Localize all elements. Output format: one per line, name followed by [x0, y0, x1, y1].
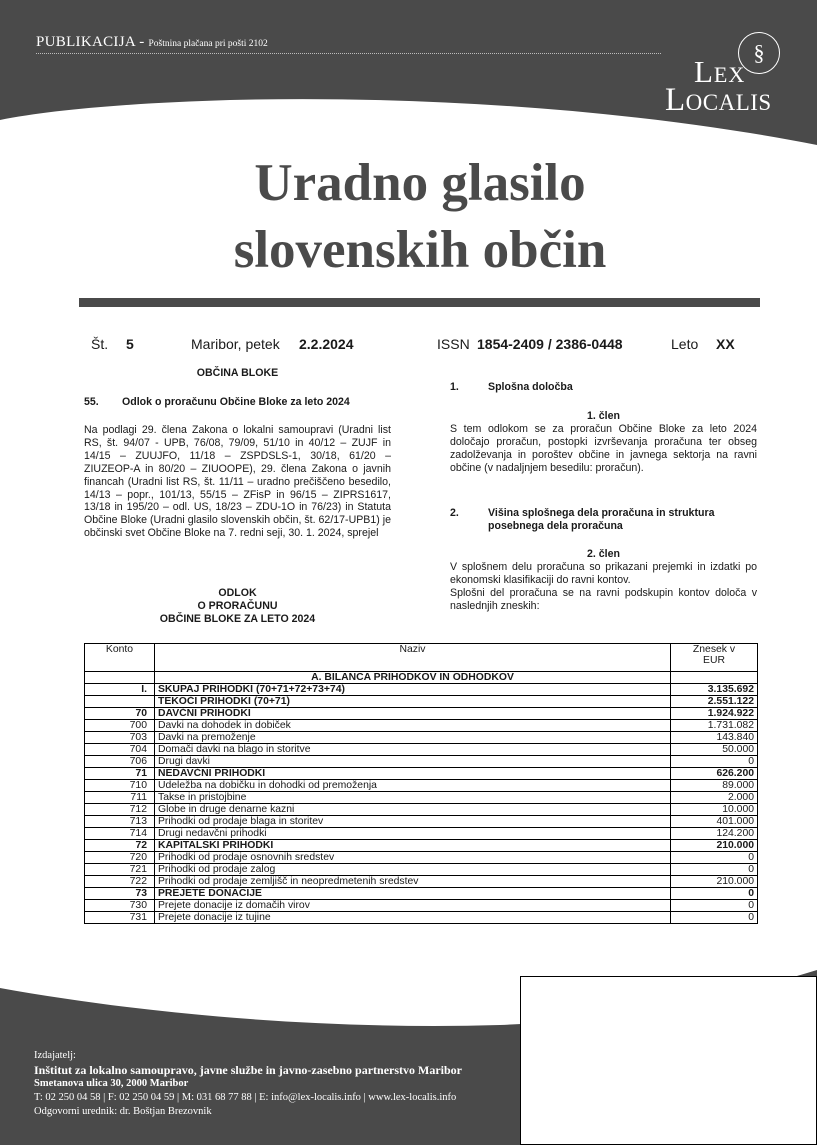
konto-cell: 731 [85, 912, 155, 924]
header-znesek: Znesek v EUR [671, 644, 758, 672]
table-header-row [85, 644, 758, 672]
dotted-divider [36, 53, 661, 54]
section-empty-cell [85, 672, 155, 684]
naziv-cell: Davki na dohodek in dobiček [155, 720, 671, 732]
header-konto: Konto [85, 644, 155, 672]
year [716, 336, 735, 352]
table-row [85, 780, 758, 792]
naziv-cell: Prihodki od prodaje zalog [155, 864, 671, 876]
table-row [85, 852, 758, 864]
konto-cell: 73 [85, 888, 155, 900]
znesek-cell: 50.000 [671, 744, 758, 756]
logo-localis: Localis [665, 82, 772, 118]
logo-lex: Lex [694, 54, 746, 89]
znesek-cell: 0 [671, 756, 758, 768]
issue-number-value: 5 [126, 336, 134, 352]
issn-value: 1854-2409 / 2386-0448 [477, 336, 623, 352]
naziv-cell: Prihodki od prodaje osnovnih sredstev [155, 852, 671, 864]
znesek-cell: 626.200 [671, 768, 758, 780]
section-1-number: 1. [450, 381, 459, 393]
decree-heading [84, 587, 391, 626]
konto-cell: 722 [85, 876, 155, 888]
naziv-cell: Udeležba na dobičku in dohodki od premoženja [155, 780, 671, 792]
znesek-cell: 143.840 [671, 732, 758, 744]
konto-cell: 720 [85, 852, 155, 864]
year-value: XX [716, 336, 735, 352]
znesek-cell: 0 [671, 912, 758, 924]
naziv-cell: Globe in druge denarne kazni [155, 804, 671, 816]
header-band [0, 0, 817, 145]
table-row [85, 732, 758, 744]
publisher-label: Izdajatelj: [34, 1050, 76, 1061]
konto-cell: 721 [85, 864, 155, 876]
naziv-cell: Drugi nedavčni prihodki [155, 828, 671, 840]
znesek-cell: 124.200 [671, 828, 758, 840]
act-heading [84, 396, 391, 409]
naziv-cell: Domači davki na blago in storitve [155, 744, 671, 756]
naziv-cell: Drugi davki [155, 756, 671, 768]
znesek-cell: 210.000 [671, 876, 758, 888]
article-2-heading: 2. člen [587, 548, 620, 560]
publication-label: PUBLIKACIJA - [36, 34, 145, 50]
konto-cell [85, 696, 155, 708]
publication-line [36, 33, 268, 51]
konto-cell: 714 [85, 828, 155, 840]
table-row [85, 768, 758, 780]
konto-cell: 71 [85, 768, 155, 780]
naziv-cell: Prihodki od prodaje zemljišč in neopredmetenih sredstev [155, 876, 671, 888]
issn-label: ISSN [437, 336, 470, 352]
table-row [85, 876, 758, 888]
znesek-cell: 89.000 [671, 780, 758, 792]
table-row [85, 792, 758, 804]
konto-cell: 711 [85, 792, 155, 804]
znesek-cell: 0 [671, 900, 758, 912]
title-rule [79, 298, 760, 307]
header-naziv: Naziv [155, 644, 671, 672]
section-2-heading [450, 507, 757, 533]
konto-cell: 70 [85, 708, 155, 720]
budget-table [84, 643, 758, 924]
article-1-heading: 1. člen [587, 410, 620, 422]
title-line-1: Uradno glasilo [254, 154, 586, 212]
znesek-cell: 401.000 [671, 816, 758, 828]
naziv-cell: Prihodki od prodaje blaga in storitev [155, 816, 671, 828]
znesek-cell: 1.731.082 [671, 720, 758, 732]
naziv-cell: Prejete donacije iz tujine [155, 912, 671, 924]
preamble: Na podlagi 29. člena Zakona o lokalni samoupravi (Uradni list RS, št. 94/07 - UPB, 76/08, 79/09, 51/10 in 40/12 – ZUJF in 14/15 – ZUUJFO, 11/18 – ZSPDSLS-1, 30/18, 61/20 – ZIUZEOP-A in 80/20 – ZIUOOPE), 29. člena Zakona o javnih financah (Uradni list RS, št. 11/11 – uradno prečiščeno besedilo, 14/13 – popr., 101/13, 55/15 – ZFisP in 96/15 – ZIPRS1617, 13/18 in 195/20 – odl. US, 18/23 – ZDU-1O in 76/23) in Statuta Občine Bloke (Uradni glasilo slovenskih občin, št. 62/17-UPB1) je občinski svet Občine Bloke na 7. redni seji, 30. 1. 2024, sprejel [84, 424, 391, 540]
postage-note: Poštnina plačana pri pošti 2102 [148, 39, 268, 49]
konto-cell: 700 [85, 720, 155, 732]
table-row [85, 864, 758, 876]
znesek-cell: 2.551.122 [671, 696, 758, 708]
naziv-cell: Takse in pristojbine [155, 792, 671, 804]
issue-date [299, 336, 354, 352]
table-row [85, 720, 758, 732]
issue-number-label: Št. [91, 336, 109, 352]
naziv-cell: SKUPAJ PRIHODKI (70+71+72+73+74) [155, 684, 671, 696]
konto-cell: 706 [85, 756, 155, 768]
section-1-heading [450, 381, 757, 394]
konto-cell: 730 [85, 900, 155, 912]
konto-cell: 704 [85, 744, 155, 756]
znesek-cell: 0 [671, 864, 758, 876]
naziv-cell: TEKOČI PRIHODKI (70+71) [155, 696, 671, 708]
table-row [85, 912, 758, 924]
article-2-paragraph-2: Splošni del proračuna se na ravni podskupin kontov določa v naslednjih zneskih: [450, 586, 757, 612]
znesek-cell: 2.000 [671, 792, 758, 804]
table-row [85, 816, 758, 828]
publisher-name: Inštitut za lokalno samoupravo, javne službe in javno-zasebno partnerstvo Maribor [34, 1063, 463, 1077]
konto-cell: 72 [85, 840, 155, 852]
section-2-title: Višina splošnega dela proračuna in struktura posebnega dela proračuna [488, 507, 715, 532]
table-row [85, 756, 758, 768]
year-label: Leto [671, 336, 699, 352]
article-2-paragraph-1: V splošnem delu proračuna so prikazani prejemki in izdatki po ekonomski klasifikaciji do ravni kontov. [450, 561, 757, 586]
table-row [85, 804, 758, 816]
znesek-cell: 0 [671, 888, 758, 900]
issue-number [126, 336, 134, 352]
responsible-editor: Odgovorni urednik: dr. Boštjan Brezovnik [34, 1106, 212, 1117]
naziv-cell: Davki na premoženje [155, 732, 671, 744]
konto-cell: 712 [85, 804, 155, 816]
naziv-cell: NEDAVČNI PRIHODKI [155, 768, 671, 780]
municipality-heading: OBČINA BLOKE [196, 367, 279, 379]
konto-cell: 710 [85, 780, 155, 792]
znesek-cell: 1.924.922 [671, 708, 758, 720]
table-row [85, 708, 758, 720]
znesek-cell: 0 [671, 852, 758, 864]
blank-stamp-box [520, 976, 817, 1145]
konto-cell: I. [85, 684, 155, 696]
znesek-cell: 210.000 [671, 840, 758, 852]
publisher-address: Smetanova ulica 30, 2000 Maribor [34, 1078, 189, 1089]
issue-place-day: Maribor, petek [191, 336, 280, 352]
issn [477, 336, 623, 352]
publisher-info [34, 1049, 462, 1119]
section-2-number: 2. [450, 507, 459, 519]
act-title: Odlok o proračunu Občine Bloke za leto 2024 [122, 396, 350, 408]
title-line-2: slovenskih občin [233, 221, 607, 279]
naziv-cell: PREJETE DONACIJE [155, 888, 671, 900]
article-1-text: S tem odlokom se za proračun Občine Bloke za leto 2024 določajo proračun, postopki izvrševanja proračuna ter obseg zadolževanja in poroštev občine in javnega sektorja na ravni občine (v nadaljnjem besedilu: proračun). [450, 423, 757, 474]
article-2-text [450, 561, 757, 613]
table-section-row [85, 672, 758, 684]
table-row [85, 684, 758, 696]
table-row [85, 888, 758, 900]
naziv-cell: DAVČNI PRIHODKI [155, 708, 671, 720]
section-title-cell: A. BILANCA PRIHODKOV IN ODHODKOV [155, 672, 671, 684]
section-empty-cell [671, 672, 758, 684]
table-row [85, 828, 758, 840]
table-row [85, 744, 758, 756]
issue-date-value: 2.2.2024 [299, 336, 354, 352]
naziv-cell: Prejete donacije iz domačih virov [155, 900, 671, 912]
naziv-cell: KAPITALSKI PRIHODKI [155, 840, 671, 852]
konto-cell: 703 [85, 732, 155, 744]
page-title [0, 150, 817, 284]
section-sign-icon: § [738, 32, 780, 74]
decree-heading-line-2: O PRORAČUNU [197, 599, 278, 612]
decree-heading-line-1: ODLOK [218, 587, 257, 599]
znesek-cell: 10.000 [671, 804, 758, 816]
konto-cell: 713 [85, 816, 155, 828]
publisher-contacts: T: 02 250 04 58 | F: 02 250 04 59 | M: 031 68 77 88 | E: info@lex-localis.info | www.lex-localis.info [34, 1092, 457, 1103]
table-row [85, 840, 758, 852]
budget-table-body [85, 644, 758, 924]
znesek-cell: 3.135.692 [671, 684, 758, 696]
table-row [85, 900, 758, 912]
section-1-title: Splošna določba [488, 381, 573, 393]
decree-heading-line-3: OBČINE BLOKE ZA LETO 2024 [159, 612, 316, 625]
act-number: 55. [84, 396, 99, 408]
table-row [85, 696, 758, 708]
